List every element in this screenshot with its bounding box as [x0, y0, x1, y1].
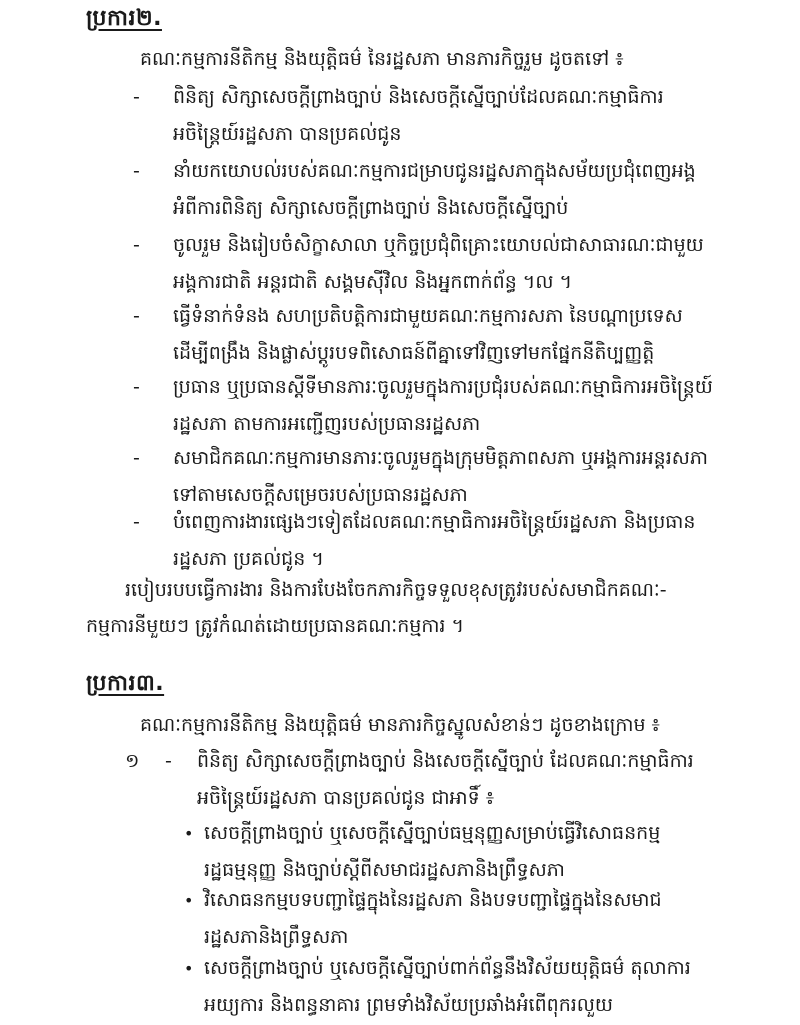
- bullet-icon: •: [184, 824, 194, 843]
- item-line: ពិនិត្យ សិក្សាសេចក្តីព្រាងច្បាប់ និងសេចក្តីស្នើច្បាប់ដែលគណៈកម្មាធិការ: [173, 86, 664, 108]
- item-line: រដ្ឋសភា តាមការអញ្ជើញរបស់ប្រធានរដ្ឋសភា: [173, 413, 481, 435]
- item-line: ប្រធាន ឬប្រធានស្តីទីមានភារៈចូលរួមក្នុងការប្រជុំរបស់គណៈកម្មាធិការអចិន្ត្រៃយ៍: [173, 376, 713, 398]
- item-number: ១: [125, 750, 140, 772]
- item-line: ទៅតាមសេចក្តីសម្រេចរបស់ប្រធានរដ្ឋសភា: [173, 484, 468, 506]
- article-3-heading: ប្រការ៣.: [86, 671, 165, 696]
- article-3-item-1: [125, 743, 775, 817]
- item-line: ដើម្បីពង្រឹង និងផ្លាស់ប្តូរបទពិសោធន៍ពីគ្នាទៅវិញទៅមកផ្នែកនីតិប្បញ្ញត្តិ: [173, 342, 655, 364]
- dash-marker: -: [133, 511, 140, 533]
- subitem-line: សេចក្តីព្រាងច្បាប់ ឬសេចក្តីស្នើច្បាប់ពាក់ព័ន្ធនឹងវិស័យយុត្តិធម៌ តុលាការ: [204, 957, 691, 979]
- article-2-item: [133, 369, 773, 443]
- article-2-intro: គណៈកម្មការនីតិកម្ម និងយុត្តិធម៌ នៃរដ្ឋសភា មានភារកិច្ចរួម ដូចតទៅ ៖: [140, 48, 624, 70]
- subitem-line: អយ្យការ និងពន្ធនាគារ ព្រមទាំងវិស័យប្រឆាំងអំពើពុករលួយ: [204, 994, 613, 1016]
- article-3-subitem: [184, 815, 774, 889]
- bullet-icon: •: [184, 959, 194, 978]
- item-line: អង្គការជាតិ អន្តរជាតិ សង្គមស៊ីវិល និងអ្នកពាក់ព័ន្ធ ។ល ។: [173, 271, 572, 293]
- item-line: នាំយកយោបល់របស់គណៈកម្មការជម្រាបជូនរដ្ឋសភាក្នុងសម័យប្រជុំពេញអង្គ: [173, 160, 696, 182]
- item-line: ពិនិត្យ សិក្សាសេចក្តីព្រាងច្បាប់ និងសេចក្តីស្នើច្បាប់ ដែលគណៈកម្មាធិការ: [197, 750, 694, 772]
- article-2-heading: ប្រការ២.: [86, 6, 162, 31]
- item-line: អំពីការពិនិត្យ សិក្សាសេចក្តីព្រាងច្បាប់ និងសេចក្តីស្នើច្បាប់: [173, 197, 569, 219]
- dash-marker: -: [133, 305, 140, 327]
- dash-marker: -: [133, 447, 140, 469]
- subitem-line: វិសោធនកម្មបទបញ្ជាផ្ទៃក្នុងនៃរដ្ឋសភា និងបទបញ្ជាផ្ទៃក្នុងនៃសមាជ: [204, 889, 662, 911]
- article-2-item: [133, 153, 773, 227]
- article-3-subitem: [184, 882, 774, 956]
- item-line: រដ្ឋសភា ប្រគល់ជូន ។: [173, 548, 324, 570]
- article-2-closing-line: របៀបរបបធ្វើការងារ និងការបែងចែកភារកិច្ចទទួលខុសត្រូវរបស់សមាជិកគណៈ-: [125, 579, 667, 601]
- dash-marker: -: [133, 234, 140, 256]
- article-2-item: [133, 440, 773, 514]
- item-line: ចូលរួម និងរៀបចំសិក្ខាសាលា ឬកិច្ចប្រជុំពិគ្រោះយោបល់ជាសាធារណៈជាមួយ: [173, 234, 704, 256]
- subitem-line: សេចក្តីព្រាងច្បាប់ ឬសេចក្តីស្នើច្បាប់ធម្មនុញ្ញសម្រាប់ធ្វើវិសោធនកម្ម: [204, 822, 661, 844]
- subitem-line: រដ្ឋធម្មនុញ្ញ និងច្បាប់ស្តីពីសមាជរដ្ឋសភានិងព្រឹទ្ធសភា: [204, 859, 565, 881]
- article-2-closing-line: កម្មការនីមួយៗ ត្រូវកំណត់ដោយប្រធានគណៈកម្មការ ។: [86, 615, 465, 637]
- dash-marker: -: [133, 376, 140, 398]
- bullet-icon: •: [184, 891, 194, 910]
- dash-marker: -: [133, 160, 140, 182]
- article-3-intro: គណៈកម្មការនីតិកម្ម និងយុត្តិធម៌ មានភារកិច្ចស្នូលសំខាន់ៗ ដូចខាងក្រោម ៖: [140, 714, 660, 736]
- article-2-item: [133, 227, 773, 301]
- item-line: អចិន្ត្រៃយ៍រដ្ឋសភា បានប្រគល់ជូន ជាអាទិ៍ ៖: [197, 787, 495, 809]
- item-line: សមាជិកគណៈកម្មការមានភារៈចូលរួមក្នុងក្រុមមិត្តភាពសភា ឬអង្គការអន្តរសភា: [173, 447, 708, 469]
- article-3-subitem: [184, 950, 774, 1024]
- dash-marker: -: [133, 86, 140, 108]
- dash-marker: -: [165, 750, 172, 772]
- article-2-item: [133, 79, 773, 153]
- item-line: ធ្វើទំនាក់ទំនង សហប្រតិបត្តិការជាមួយគណៈកម្មការសភា នៃបណ្តាប្រទេស: [173, 305, 683, 327]
- subitem-line: រដ្ឋសភានិងព្រឹទ្ធសភា: [204, 926, 349, 948]
- article-2-item: [133, 298, 773, 372]
- item-line: អចិន្ត្រៃយ៍រដ្ឋសភា បានប្រគល់ជូន: [173, 123, 402, 145]
- item-line: បំពេញការងារផ្សេងៗទៀតដែលគណៈកម្មាធិការអចិន្ត្រៃយ៍រដ្ឋសភា និងប្រធាន: [173, 511, 696, 533]
- article-2-item: [133, 504, 773, 578]
